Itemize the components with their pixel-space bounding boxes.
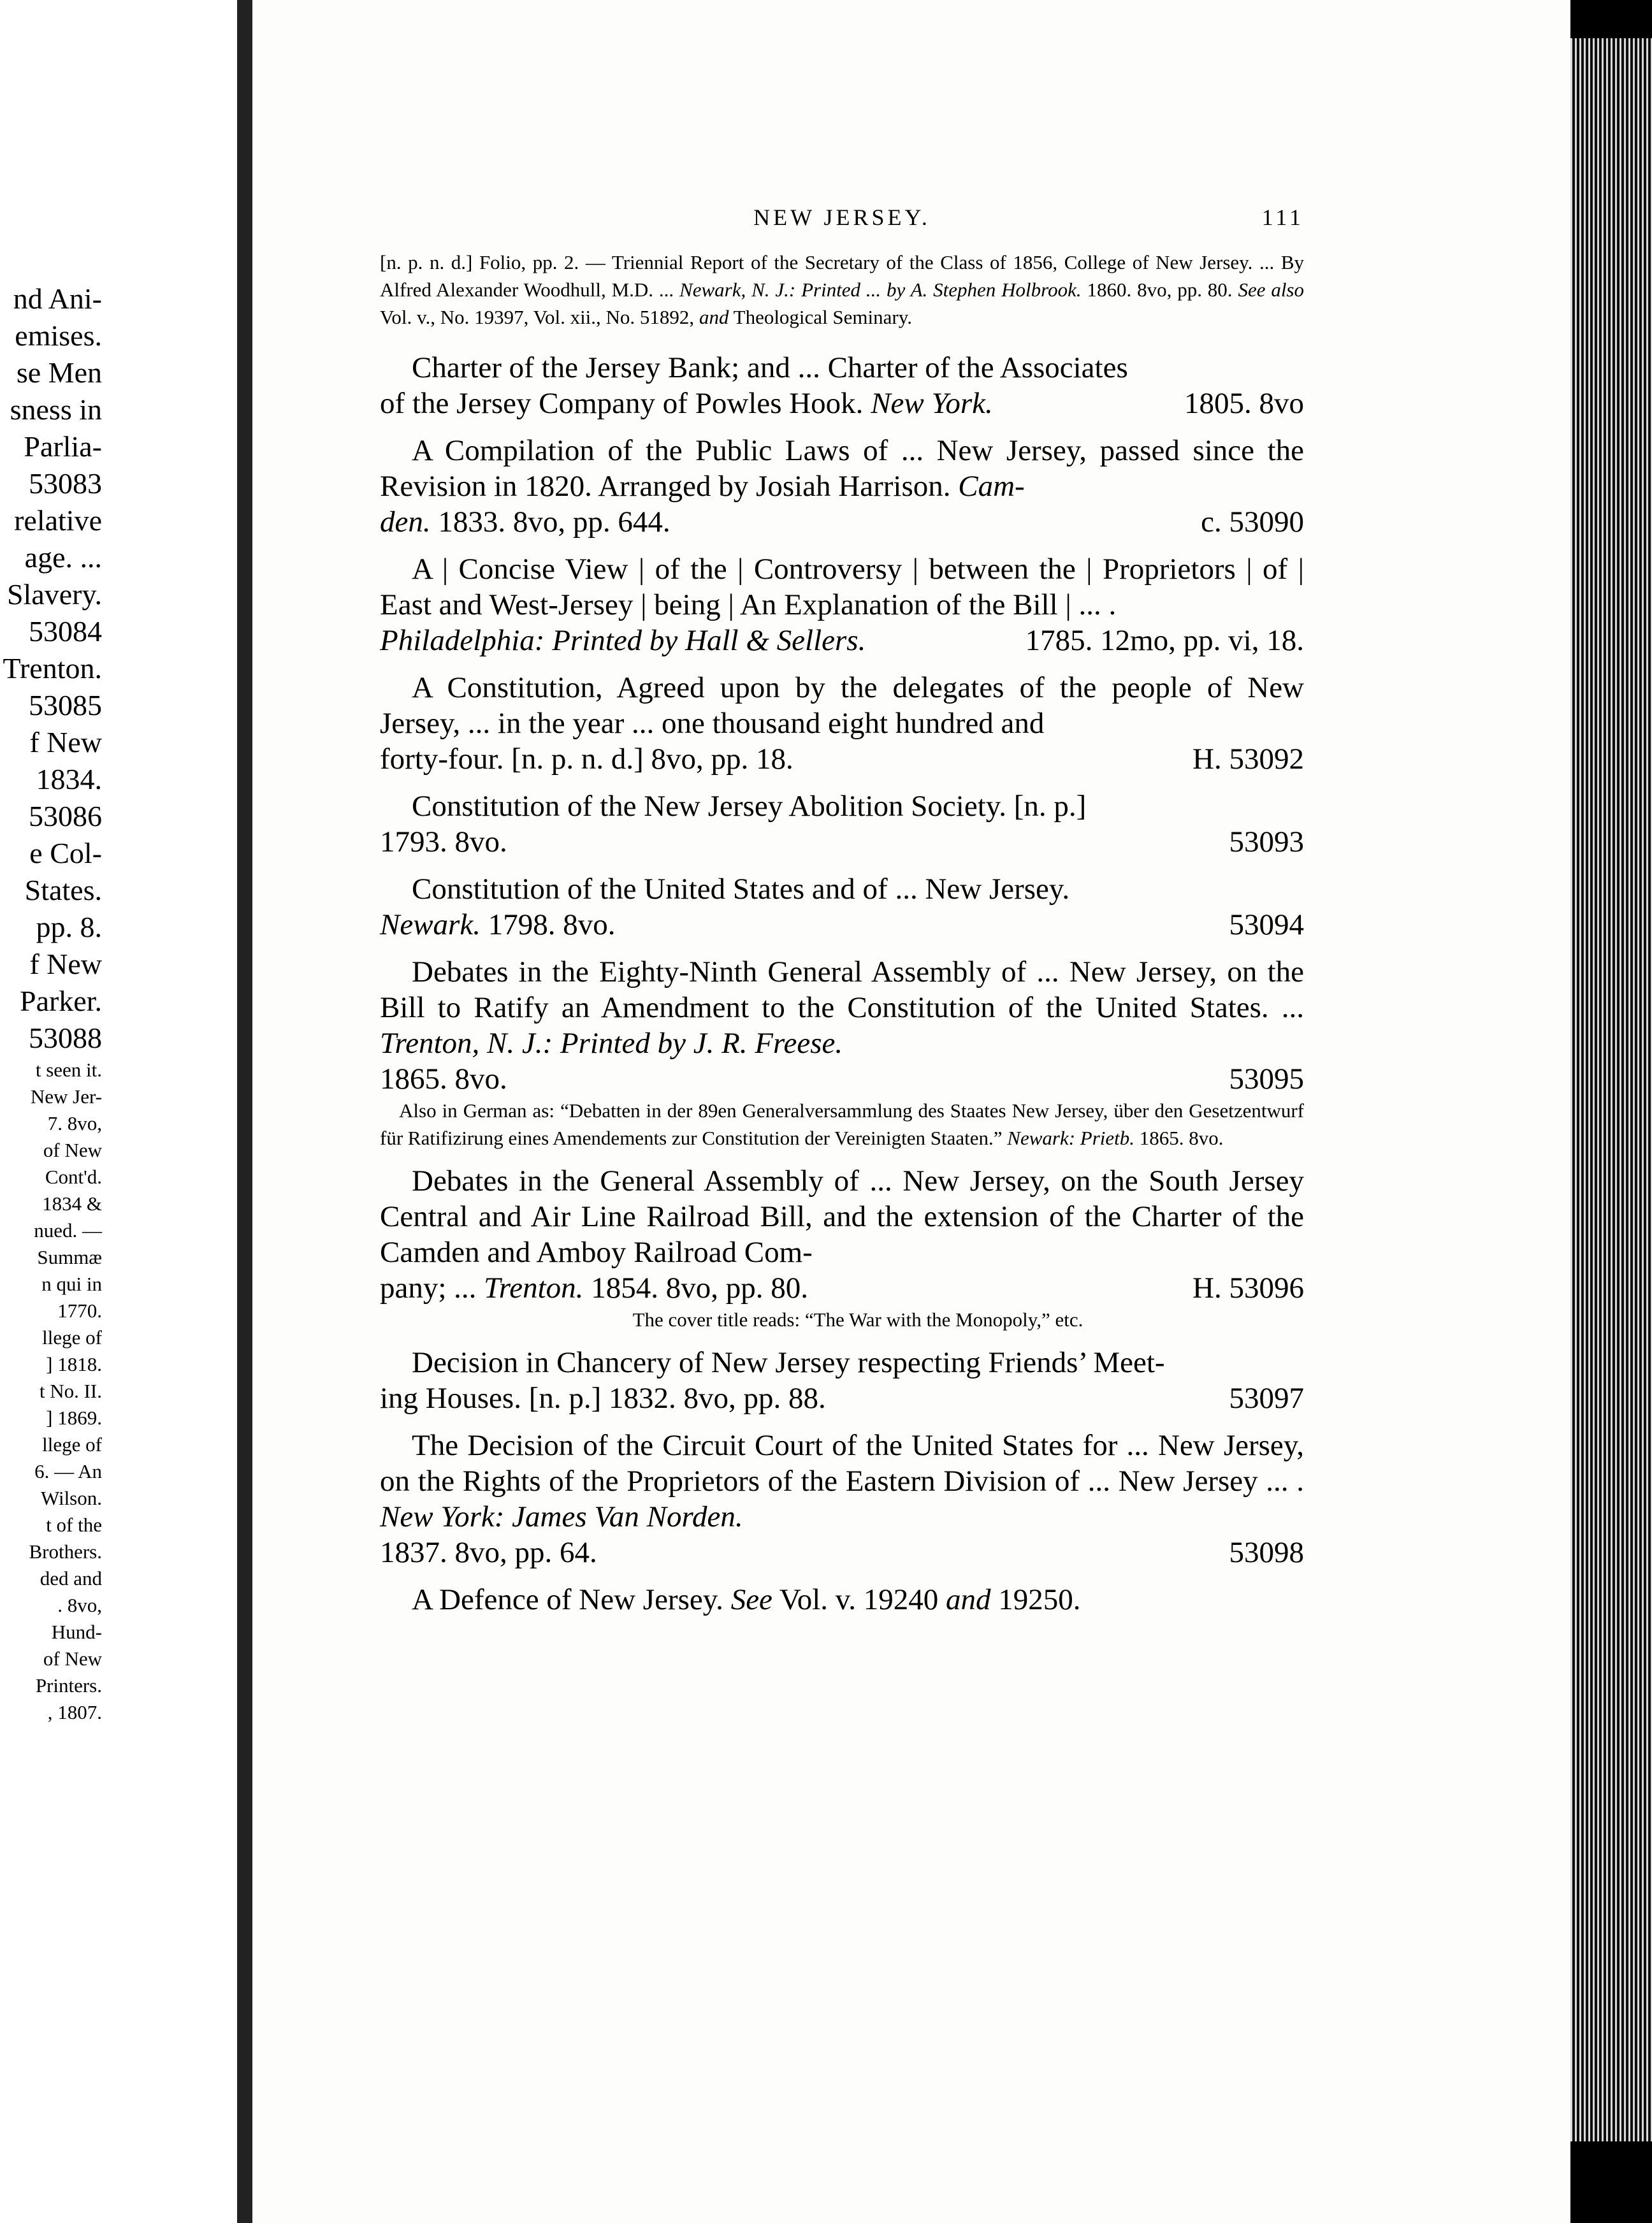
left-page-line: f New	[29, 948, 102, 980]
entry-eighty-ninth-assembly: Debates in the Eighty-Ninth General Assembly of ... New Jersey, on the Bill to Ratify an Amendment to the Constitution of the United States. ... Trenton, N. J.: Printed by J. R. Freese. 1865. 8vo. 53095 Also in German as: “Debatten in der 89en Generalversammlung des Staates New Jersey, über den Gesetzentwurf für Ratifizirung eines Amendements zur Constitution der Vereinigten Staaten.” Newark: Prietb. 1865. 8vo.	[380, 954, 1304, 1152]
left-page-line: age. ...	[24, 541, 102, 574]
left-page-line: New Jer-	[30, 1085, 102, 1108]
left-page-line: llege of	[42, 1433, 102, 1456]
cover-title-note: The cover title reads: “The War with the Monopoly,” etc.	[632, 1308, 1083, 1331]
left-page-line: Wilson.	[40, 1487, 102, 1509]
left-page-line: , 1807.	[47, 1701, 102, 1723]
continued-note: [n. p. n. d.] Folio, pp. 2. — Triennial Report of the Secretary of the Class of 1856, College of New Jersey. ... By Alfred Alexander Woodhull, M.D. ... Newark, N. J.: Printed ... by A. Stephen Holbrook. 1860. 8vo, pp. 80. See also Vol. v., No. 19397, Vol. xii., No. 51892, and Theological Seminary.	[380, 251, 1304, 328]
entry-charter: Charter of the Jersey Bank; and ... Charter of the Associates of the Jersey Company of Powles Hook. New York. 1805. 8vo	[380, 351, 1304, 420]
running-header	[380, 204, 1304, 249]
left-page-line: 53085	[29, 689, 102, 721]
entry-defence: A Defence of New Jersey. See Vol. v. 19240 and 19250.	[412, 1583, 1081, 1616]
page-edges	[1570, 38, 1652, 2141]
left-page-line: sness in	[10, 393, 102, 426]
left-page-line: t No. II.	[39, 1380, 102, 1402]
left-page-line: Parlia-	[24, 430, 102, 463]
entry-constitution: A Constitution, Agreed upon by the delegates of the people of New Jersey, ... in the year ... one thousand eight hundred and forty-four. [n. p. n. d.] 8vo, pp. 18. H. 53092	[380, 671, 1304, 776]
left-page-line: nd Ani-	[13, 282, 102, 315]
left-page-line: e Col-	[29, 837, 102, 869]
left-page-line: f New	[29, 726, 102, 758]
left-page-line: 6. — An	[34, 1460, 102, 1482]
left-page-line: 1834.	[36, 763, 102, 795]
left-page-line: 53084	[29, 615, 102, 648]
left-page-line: 7. 8vo,	[47, 1112, 102, 1134]
page-title: NEW JERSEY.	[753, 205, 931, 230]
left-page-line: 1770.	[57, 1300, 102, 1322]
entry-abolition-society: Constitution of the New Jersey Abolition Society. [n. p.] 1793. 8vo. 53093	[380, 790, 1304, 858]
left-page-line: llege of	[42, 1326, 102, 1349]
left-page-line: relative	[14, 504, 102, 537]
left-page-line: Brothers.	[29, 1540, 102, 1563]
left-page-line: Slavery.	[6, 578, 102, 611]
left-page-line: 1834 &	[42, 1192, 102, 1215]
left-page-line: emises.	[15, 319, 102, 352]
entry-constitution-us: Constitution of the United States and of ... New Jersey. Newark. 1798. 8vo. 53094	[380, 873, 1304, 941]
left-page-line: Parker.	[19, 985, 102, 1017]
page-number: 111	[1261, 205, 1304, 230]
left-page-line: ded and	[40, 1567, 102, 1589]
entry-circuit-court: The Decision of the Circuit Court of the United States for ... New Jersey, on the Rights of the Proprietors of the Eastern Division of ... New Jersey ... . New York: James Van Norden. 1837. 8vo, pp. 64. 53098	[380, 1429, 1304, 1569]
entry-compilation: A Compilation of the Public Laws of ... New Jersey, passed since the Revision in 1820. Arranged by Josiah Harrison. Cam- den. 1833. 8vo, pp. 644. c. 53090	[380, 434, 1304, 539]
entry-chancery: Decision in Chancery of New Jersey respecting Friends’ Meet- ing Houses. [n. p.] 1832. 8vo, pp. 88. 53097	[380, 1346, 1304, 1415]
left-page-line: n qui in	[41, 1273, 102, 1295]
left-page-line: Trenton.	[3, 652, 102, 684]
left-page-line: States.	[24, 874, 102, 906]
left-page-line: t seen it.	[35, 1059, 102, 1081]
left-page-line: of New	[43, 1139, 102, 1161]
book-gutter	[237, 0, 252, 2223]
left-page-line: nued. —	[34, 1219, 102, 1242]
left-page-line: of New	[43, 1647, 102, 1670]
left-page-line: t of the	[46, 1514, 102, 1536]
left-page-line: Summæ	[37, 1246, 102, 1268]
left-page-line: Printers.	[35, 1674, 102, 1697]
left-page-line: Hund-	[51, 1621, 102, 1643]
page-text	[380, 204, 1304, 1618]
left-page-line: 53088	[29, 1022, 102, 1054]
main-page	[252, 0, 1570, 2223]
left-page-line: 53083	[29, 467, 102, 500]
german-note: Also in German as: “Debatten in der 89en Generalversammlung des Staates New Jersey, über den Gesetzentwurf für Ratifizirung eines Amendements zur Constitution der Vereinigten Staaten.” Newark: Prietb. 1865. 8vo.	[380, 1099, 1304, 1149]
entry-railroad-debates: Debates in the General Assembly of ... New Jersey, on the South Jersey Central and Air Line Railroad Bill, and the extension of the Charter of the Camden and Amboy Railroad Com- pany; ... Trenton. 1854. 8vo, pp. 80. H. 53096 The cover title reads: “The War with the Monopoly,” etc.	[380, 1163, 1304, 1333]
left-page-line: ] 1818.	[46, 1353, 102, 1375]
left-page-line: 53086	[29, 800, 102, 832]
entry-concise-view: A | Concise View | of the | Controversy | between the | Proprietors | of | East and West-Jersey | being | An Explanation of the Bill | ... . Philadelphia: Printed by Hall & Sellers. 1785. 12mo, pp. vi, 18.	[380, 553, 1304, 657]
left-page-line: pp. 8.	[36, 911, 102, 943]
left-page-line: ] 1869.	[46, 1407, 102, 1429]
left-page-line: . 8vo,	[57, 1594, 102, 1616]
left-page-column	[0, 280, 102, 1726]
left-page-line: se Men	[16, 356, 102, 389]
left-facing-page	[0, 0, 241, 2223]
left-page-line: Cont'd.	[45, 1166, 102, 1188]
